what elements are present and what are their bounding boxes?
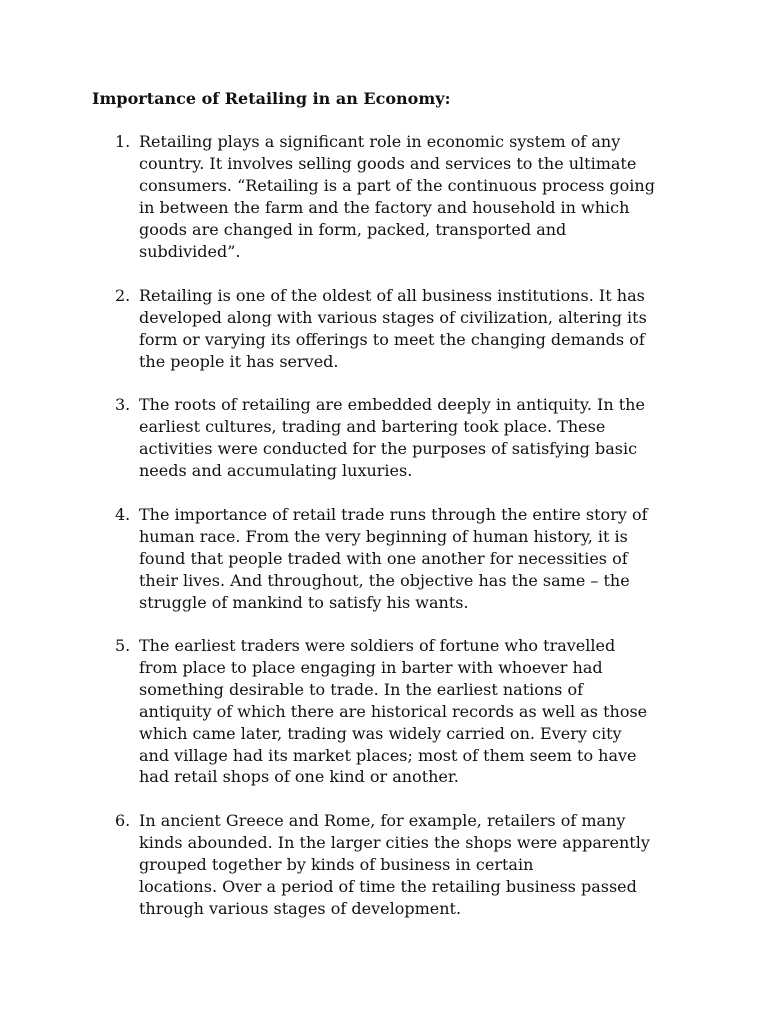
text-line: in between the farm and the factory and household in which [139,197,630,217]
text-line: from place to place engaging in barter with whoever had [139,657,603,677]
text-line: antiquity of which there are historical records as well as those [139,701,648,721]
text-line: locations. Over a period of time the retailing business passed [139,876,637,896]
text-line: and village had its market places; most of them seem to have [139,745,637,765]
text-line: The importance of retail trade runs through the entire story of [139,505,648,524]
item-number: 6. [115,811,131,830]
text-line: subdivided”. [139,241,241,261]
text-line: kinds abounded. In the larger cities the shops were apparently [139,832,650,852]
text-line: had retail shops of one kind or another. [139,767,459,787]
text-line: through various stages of development. [139,898,462,918]
item-text [139,635,699,788]
item-number: 2. [115,286,131,305]
item-number: 1. [115,132,131,151]
item-text [139,810,699,920]
item-text [139,504,699,614]
text-line: form or varying its offerings to meet the changing demands of [139,329,645,349]
item-text [139,285,699,373]
text-line: In ancient Greece and Rome, for example, retailers of many [139,811,626,830]
text-line: something desirable to trade. In the earliest nations of [139,679,584,699]
item-text [139,131,699,262]
text-line: The roots of retailing are embedded deeply in antiquity. In the [139,395,645,414]
text-line: Retailing is one of the oldest of all business institutions. It has [139,286,645,305]
item-text [139,394,699,482]
text-line: the people it has served. [139,351,339,371]
text-line: their lives. And throughout, the objective has the same – the [139,570,630,590]
text-line: which came later, trading was widely carried on. Every city [139,723,622,743]
item-number: 4. [115,505,131,524]
text-line: struggle of mankind to satisfy his wants. [139,592,469,612]
item-number: 3. [115,395,131,414]
document-title: Importance of Retailing in an Economy: [92,89,451,108]
item-number: 5. [115,636,131,655]
text-line: Retailing plays a significant role in economic system of any [139,132,621,151]
text-line: country. It involves selling goods and services to the ultimate [139,153,637,173]
text-line: found that people traded with one another for necessities of [139,548,628,568]
text-line: grouped together by kinds of business in certain [139,854,534,874]
text-line: needs and accumulating luxuries. [139,460,413,480]
text-line: developed along with various stages of civilization, altering its [139,307,647,327]
text-line: The earliest traders were soldiers of fortune who travelled [139,636,616,655]
text-line: activities were conducted for the purposes of satisfying basic [139,438,638,458]
text-line: consumers. “Retailing is a part of the continuous process going [139,175,655,195]
text-line: goods are changed in form, packed, transported and [139,219,567,239]
text-line: human race. From the very beginning of human history, it is [139,526,628,546]
text-line: earliest cultures, trading and bartering took place. These [139,416,606,436]
